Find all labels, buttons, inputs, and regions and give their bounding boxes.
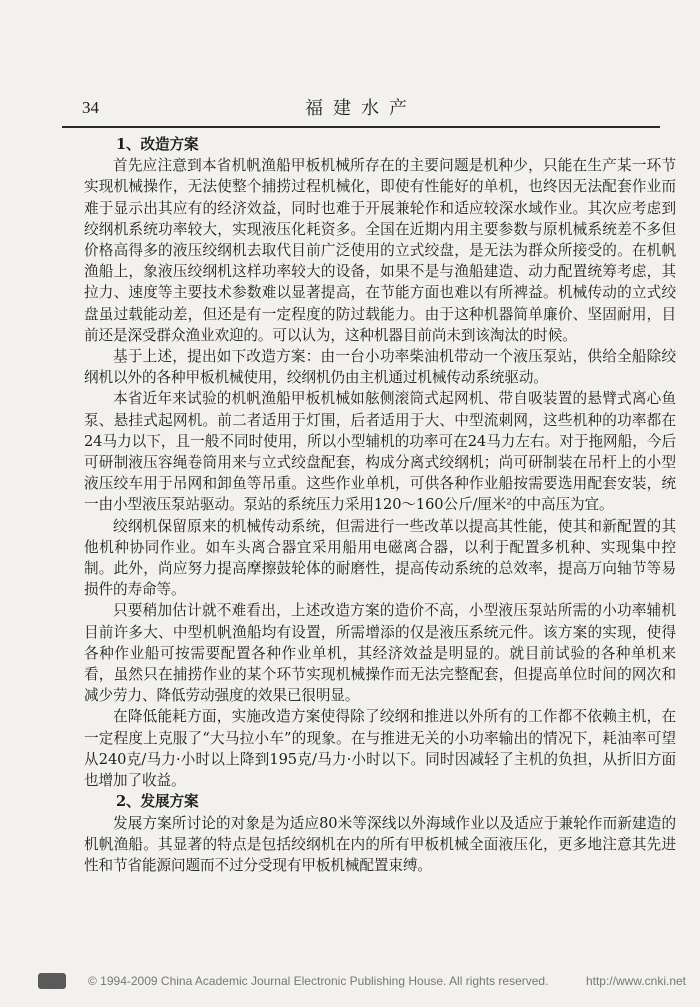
section-heading: 2、发展方案 [116,793,199,811]
paragraph: 只要稍加估计就不难看出，上述改造方案的造价不高，小型液压泵站所需的小功率辅机目前许多大、中型机帆渔船均有设置，所需增添的仅是液压系统元件。该方案的实现，使得各种作业船可按需要配置各种作业单机，其经济效益是明显的。就目前试验的各种单机来看，虽然只在捕捞作业的某个环节实现机械操作而无法完整配套，但提高单位时间的网次和减少劳力、降低劳动强度的效果已很明显。 [84,602,676,705]
paragraph: 本省近年来试验的机帆渔船甲板机械如舷侧滚筒式起网机、带自吸装置的悬臂式离心鱼泵、悬挂式起网机。前二者适用于灯围，后者适用于大、中型流刺网，这些机种的功率都在24马力以下，且一般不同时使用，所以小型辅机的功率可在24马力左右。对于拖网船，今后可研制液压容绳卷筒用来与立式绞盘配套，构成分离式绞纲机；尚可研制装在吊杆上的小型液压绞车用于吊网和卸鱼等吊重。这些作业单机，可供各种作业船按需要选用配套安装，统一由小型液压泵站驱动。泵站的系统压力采用120～160公斤/厘米²的中高压为宜。 [84,390,676,514]
paragraph: 发展方案所讨论的对象是为适应80米等深线以外海域作业以及适应于兼轮作而新建造的机帆渔船。其显著的特点是包括绞纲机在内的所有甲板机械全面液压化，更多地注意其先进性和节省能源问题而不过分受现有甲板机械配置束缚。 [84,814,676,874]
section-2 [84,791,676,876]
page-footer [38,972,686,994]
section-heading: 1、改造方案 [116,136,199,153]
page-header [62,92,660,128]
paragraph: 在降低能耗方面，实施改造方案使得除了绞纲和推进以外所有的工作都不依赖主机，在一定程度上克服了“大马拉小车”的现象。在与推进无关的小功率输出的情况下，耗油率可望从240克/马力·小时以上降到195克/马力·小时以下。同时因减轻了主机的负担，从折旧方面也增加了收益。 [84,708,676,790]
footer-url: http://www.cnki.net [585,974,686,988]
publisher-logo-icon [38,973,66,989]
paragraph: 首先应注意到本省机帆渔船甲板机械所存在的主要问题是机种少，只能在生产某一环节实现机械操作，无法使整个捕捞过程机械化，即使有性能好的单机，也终因无法配套作业而难于显示出其应有的经济效益，同时也难于开展兼轮作和适应较深水域作业。其次应考虑到绞纲机系统功率较大，实现液压化耗资多。全国在近期内用主要参数与原机械系统差不多但价格高得多的液压绞纲机去取代目前广泛使用的立式绞盘，是无法为群众所接受的。在机帆渔船上，象液压绞纲机这样功率较大的设备，如果不是与渔船建造、动力配置统筹考虑，其拉力、速度等主要技术参数难以显著提高，在节能方面也难以有所裨益。机械传动的立式绞盘虽过载能动差，但还是有一定程度的防过载能力。由于这种机器简单廉价、坚固耐用，目前还是深受群众渔业欢迎的。可以认为，这种机器目前尚未到该淘汰的时候。 [84,157,676,344]
journal-title: 福建水产 [305,98,417,119]
page-number: 34 [82,98,99,117]
section-1 [84,134,676,791]
copyright-notice: © 1994-2009 China Academic Journal Electronic Publishing House. All rights reserved. [88,974,549,988]
article-body [84,134,676,876]
paragraph: 绞纲机保留原来的机械传动系统，但需进行一些改革以提高其性能，使其和新配置的其他机种协同作业。如车头离合器宜采用船用电磁离合器，以利于配置多机种、实现集中控制。此外，尚应努力提高摩擦鼓轮体的耐磨性，提高传动系统的总效率，提高万向轴节等易损件的寿命等。 [84,517,676,599]
paragraph: 基于上述，提出如下改造方案：由一台小功率柴油机带动一个液压泵站，供给全船除绞纲机以外的各种甲板机械使用，绞纲机仍由主机通过机械传动系统驱动。 [84,348,676,387]
